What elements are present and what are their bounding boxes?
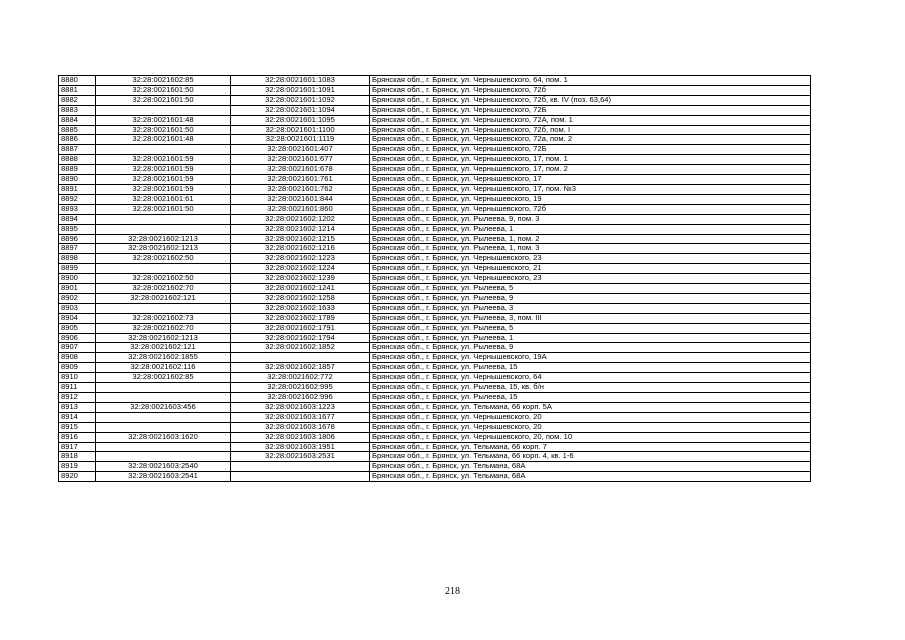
table-row [59,204,811,214]
parcel-cadastral-number-cell: 32:28:0021602:1855 [96,353,231,363]
table-row [59,472,811,482]
row-number-cell: 8904 [59,313,96,323]
table-row [59,175,811,185]
address-cell: Брянская обл., г. Брянск, ул. Чернышевского, 72Б [370,145,811,155]
table-row [59,145,811,155]
object-cadastral-number-cell: 32:28:0021602:1224 [231,264,370,274]
object-cadastral-number-cell: 32:28:0021601:1094 [231,105,370,115]
table-row [59,462,811,472]
parcel-cadastral-number-cell: 32:28:0021602:50 [96,254,231,264]
row-number-cell: 8913 [59,402,96,412]
parcel-cadastral-number-cell: 32:28:0021603:2541 [96,472,231,482]
object-cadastral-number-cell: 32:28:0021602:1215 [231,234,370,244]
address-cell: Брянская обл., г. Брянск, ул. Рылеева, 9, пом. 3 [370,214,811,224]
parcel-cadastral-number-cell: 32:28:0021602:1213 [96,234,231,244]
address-cell: Брянская обл., г. Брянск, ул. Чернышевского, 17, пом. 2 [370,165,811,175]
address-cell: Брянская обл., г. Брянск, ул. Чернышевского, 72б [370,85,811,95]
object-cadastral-number-cell [231,462,370,472]
object-cadastral-number-cell: 32:28:0021601:1119 [231,135,370,145]
object-cadastral-number-cell: 32:28:0021601:762 [231,184,370,194]
table-row [59,274,811,284]
object-cadastral-number-cell: 32:28:0021602:1857 [231,363,370,373]
row-number-cell: 8897 [59,244,96,254]
address-cell: Брянская обл., г. Брянск, ул. Чернышевского, 64, пом. 1 [370,76,811,86]
object-cadastral-number-cell: 32:28:0021602:1633 [231,303,370,313]
parcel-cadastral-number-cell: 32:28:0021601:59 [96,155,231,165]
address-cell: Брянская обл., г. Брянск, ул. Рылеева, 9 [370,293,811,303]
object-cadastral-number-cell: 32:28:0021602:1241 [231,284,370,294]
row-number-cell: 8909 [59,363,96,373]
row-number-cell: 8910 [59,373,96,383]
parcel-cadastral-number-cell [96,224,231,234]
row-number-cell: 8899 [59,264,96,274]
table-row [59,303,811,313]
table-row [59,284,811,294]
address-cell: Брянская обл., г. Брянск, ул. Чернышевского, 23 [370,274,811,284]
row-number-cell: 8907 [59,343,96,353]
row-number-cell: 8903 [59,303,96,313]
address-cell: Брянская обл., г. Брянск, ул. Рылеева, 1 [370,333,811,343]
parcel-cadastral-number-cell: 32:28:0021602:73 [96,313,231,323]
address-cell: Брянская обл., г. Брянск, ул. Рылеева, 9 [370,343,811,353]
parcel-cadastral-number-cell: 32:28:0021602:50 [96,274,231,284]
row-number-cell: 8895 [59,224,96,234]
address-cell: Брянская обл., г. Брянск, ул. Тельмана, 66 корп. 4, кв. 1-6 [370,452,811,462]
row-number-cell: 8890 [59,175,96,185]
page-number: 218 [445,586,460,597]
parcel-cadastral-number-cell: 32:28:0021602:70 [96,323,231,333]
row-number-cell: 8917 [59,442,96,452]
table-row [59,105,811,115]
row-number-cell: 8883 [59,105,96,115]
row-number-cell: 8888 [59,155,96,165]
table-row [59,155,811,165]
row-number-cell: 8889 [59,165,96,175]
table-row [59,95,811,105]
parcel-cadastral-number-cell [96,145,231,155]
address-cell: Брянская обл., г. Брянск, ул. Чернышевского, 19 [370,194,811,204]
parcel-cadastral-number-cell [96,422,231,432]
table-row [59,442,811,452]
address-cell: Брянская обл., г. Брянск, ул. Рылеева, 3, пом. III [370,313,811,323]
table-row [59,214,811,224]
parcel-cadastral-number-cell: 32:28:0021601:48 [96,115,231,125]
object-cadastral-number-cell: 32:28:0021602:1216 [231,244,370,254]
address-cell: Брянская обл., г. Брянск, ул. Чернышевского, 17, пом. 1 [370,155,811,165]
row-number-cell: 8916 [59,432,96,442]
parcel-cadastral-number-cell [96,383,231,393]
object-cadastral-number-cell: 32:28:0021601:761 [231,175,370,185]
table-row [59,363,811,373]
row-number-cell: 8901 [59,284,96,294]
address-cell: Брянская обл., г. Брянск, ул. Чернышевского, 72б [370,204,811,214]
address-cell: Брянская обл., г. Брянск, ул. Чернышевского, 72а, пом. 2 [370,135,811,145]
object-cadastral-number-cell: 32:28:0021602:996 [231,393,370,403]
object-cadastral-number-cell: 32:28:0021603:2531 [231,452,370,462]
row-number-cell: 8894 [59,214,96,224]
table-row [59,135,811,145]
object-cadastral-number-cell: 32:28:0021602:1258 [231,293,370,303]
table-row [59,452,811,462]
table-row [59,194,811,204]
row-number-cell: 8900 [59,274,96,284]
table-body [59,76,811,482]
address-cell: Брянская обл., г. Брянск, ул. Чернышевского, 17 [370,175,811,185]
parcel-cadastral-number-cell [96,264,231,274]
object-cadastral-number-cell: 32:28:0021602:1789 [231,313,370,323]
parcel-cadastral-number-cell [96,452,231,462]
address-cell: Брянская обл., г. Брянск, ул. Рылеева, 1 [370,224,811,234]
row-number-cell: 8881 [59,85,96,95]
table-row [59,323,811,333]
address-cell: Брянская обл., г. Брянск, ул. Чернышевского, 20, пом. 10 [370,432,811,442]
row-number-cell: 8882 [59,95,96,105]
row-number-cell: 8887 [59,145,96,155]
address-cell: Брянская обл., г. Брянск, ул. Чернышевского, 23 [370,254,811,264]
table-row [59,184,811,194]
parcel-cadastral-number-cell: 32:28:0021603:456 [96,402,231,412]
address-cell: Брянская обл., г. Брянск, ул. Тельмана, 66 корп. 5А [370,402,811,412]
row-number-cell: 8898 [59,254,96,264]
address-cell: Брянская обл., г. Брянск, ул. Рылеева, 5 [370,284,811,294]
parcel-cadastral-number-cell: 32:28:0021603:2540 [96,462,231,472]
address-cell: Брянская обл., г. Брянск, ул. Рылеева, 15, кв. б/н [370,383,811,393]
row-number-cell: 8915 [59,422,96,432]
address-cell: Брянская обл., г. Брянск, ул. Рылеева, 5 [370,323,811,333]
row-number-cell: 8902 [59,293,96,303]
table-row [59,165,811,175]
address-cell: Брянская обл., г. Брянск, ул. Чернышевского, 21 [370,264,811,274]
parcel-cadastral-number-cell: 32:28:0021602:121 [96,343,231,353]
table-row [59,254,811,264]
address-cell: Брянская обл., г. Брянск, ул. Чернышевского, 72Б [370,105,811,115]
parcel-cadastral-number-cell: 32:28:0021601:50 [96,125,231,135]
parcel-cadastral-number-cell [96,105,231,115]
object-cadastral-number-cell: 32:28:0021601:407 [231,145,370,155]
object-cadastral-number-cell: 32:28:0021602:1794 [231,333,370,343]
object-cadastral-number-cell: 32:28:0021602:1223 [231,254,370,264]
table-row [59,422,811,432]
table-row [59,234,811,244]
object-cadastral-number-cell: 32:28:0021602:1791 [231,323,370,333]
table-row [59,373,811,383]
row-number-cell: 8906 [59,333,96,343]
parcel-cadastral-number-cell [96,442,231,452]
table-row [59,393,811,403]
address-cell: Брянская обл., г. Брянск, ул. Чернышевского, 20 [370,422,811,432]
table-row [59,343,811,353]
table-row [59,224,811,234]
address-cell: Брянская обл., г. Брянск, ул. Рылеева, 3 [370,303,811,313]
object-cadastral-number-cell: 32:28:0021603:1678 [231,422,370,432]
table-row [59,244,811,254]
object-cadastral-number-cell [231,472,370,482]
object-cadastral-number-cell: 32:28:0021601:677 [231,155,370,165]
row-number-cell: 8896 [59,234,96,244]
row-number-cell: 8908 [59,353,96,363]
object-cadastral-number-cell [231,353,370,363]
object-cadastral-number-cell: 32:28:0021601:844 [231,194,370,204]
parcel-cadastral-number-cell: 32:28:0021603:1620 [96,432,231,442]
address-cell: Брянская обл., г. Брянск, ул. Чернышевского, 64 [370,373,811,383]
row-number-cell: 8920 [59,472,96,482]
table-row [59,264,811,274]
object-cadastral-number-cell: 32:28:0021603:1951 [231,442,370,452]
row-number-cell: 8911 [59,383,96,393]
row-number-cell: 8914 [59,412,96,422]
parcel-cadastral-number-cell [96,412,231,422]
row-number-cell: 8893 [59,204,96,214]
parcel-cadastral-number-cell: 32:28:0021601:50 [96,204,231,214]
object-cadastral-number-cell: 32:28:0021603:1677 [231,412,370,422]
table-row [59,85,811,95]
address-cell: Брянская обл., г. Брянск, ул. Рылеева, 1, пом. 3 [370,244,811,254]
table-row [59,115,811,125]
row-number-cell: 8880 [59,76,96,86]
address-cell: Брянская обл., г. Брянск, ул. Рылеева, 1, пом. 2 [370,234,811,244]
address-cell: Брянская обл., г. Брянск, ул. Тельмана, 68А [370,462,811,472]
object-cadastral-number-cell: 32:28:0021601:1100 [231,125,370,135]
parcel-cadastral-number-cell: 32:28:0021601:50 [96,95,231,105]
address-cell: Брянская обл., г. Брянск, ул. Рылеева, 15 [370,393,811,403]
address-cell: Брянская обл., г. Брянск, ул. Чернышевского, 17, пом. №3 [370,184,811,194]
parcel-cadastral-number-cell: 32:28:0021601:59 [96,165,231,175]
object-cadastral-number-cell: 32:28:0021601:1092 [231,95,370,105]
address-cell: Брянская обл., г. Брянск, ул. Чернышевского, 72б, пом. I [370,125,811,135]
address-cell: Брянская обл., г. Брянск, ул. Чернышевского, 19А [370,353,811,363]
cadastral-register-table [58,75,811,482]
address-cell: Брянская обл., г. Брянск, ул. Тельмана, 66 корп. 7 [370,442,811,452]
parcel-cadastral-number-cell: 32:28:0021601:59 [96,184,231,194]
object-cadastral-number-cell: 32:28:0021602:1202 [231,214,370,224]
object-cadastral-number-cell: 32:28:0021601:1083 [231,76,370,86]
row-number-cell: 8912 [59,393,96,403]
table-row [59,76,811,86]
address-cell: Брянская обл., г. Брянск, ул. Чернышевского, 72б, кв. IV (поз. 63,64) [370,95,811,105]
table-row [59,353,811,363]
table-row [59,313,811,323]
table-row [59,402,811,412]
object-cadastral-number-cell: 32:28:0021602:772 [231,373,370,383]
parcel-cadastral-number-cell: 32:28:0021601:48 [96,135,231,145]
object-cadastral-number-cell: 32:28:0021601:1091 [231,85,370,95]
parcel-cadastral-number-cell [96,214,231,224]
row-number-cell: 8885 [59,125,96,135]
table-row [59,383,811,393]
row-number-cell: 8905 [59,323,96,333]
object-cadastral-number-cell: 32:28:0021602:1239 [231,274,370,284]
parcel-cadastral-number-cell: 32:28:0021602:70 [96,284,231,294]
row-number-cell: 8891 [59,184,96,194]
row-number-cell: 8919 [59,462,96,472]
parcel-cadastral-number-cell: 32:28:0021601:61 [96,194,231,204]
parcel-cadastral-number-cell: 32:28:0021602:116 [96,363,231,373]
parcel-cadastral-number-cell: 32:28:0021602:85 [96,373,231,383]
table-row [59,125,811,135]
row-number-cell: 8892 [59,194,96,204]
address-cell: Брянская обл., г. Брянск, ул. Чернышевского, 72А, пом. 1 [370,115,811,125]
object-cadastral-number-cell: 32:28:0021601:860 [231,204,370,214]
parcel-cadastral-number-cell: 32:28:0021602:1213 [96,244,231,254]
row-number-cell: 8918 [59,452,96,462]
parcel-cadastral-number-cell: 32:28:0021602:121 [96,293,231,303]
object-cadastral-number-cell: 32:28:0021602:1214 [231,224,370,234]
parcel-cadastral-number-cell: 32:28:0021601:59 [96,175,231,185]
address-cell: Брянская обл., г. Брянск, ул. Рылеева, 15 [370,363,811,373]
row-number-cell: 8884 [59,115,96,125]
address-cell: Брянская обл., г. Брянск, ул. Тельмана, 68А [370,472,811,482]
table-row [59,412,811,422]
object-cadastral-number-cell: 32:28:0021603:1223 [231,402,370,412]
parcel-cadastral-number-cell: 32:28:0021601:50 [96,85,231,95]
object-cadastral-number-cell: 32:28:0021602:995 [231,383,370,393]
parcel-cadastral-number-cell [96,303,231,313]
parcel-cadastral-number-cell: 32:28:0021602:85 [96,76,231,86]
object-cadastral-number-cell: 32:28:0021603:1806 [231,432,370,442]
address-cell: Брянская обл., г. Брянск, ул. Чернышевского, 20 [370,412,811,422]
row-number-cell: 8886 [59,135,96,145]
object-cadastral-number-cell: 32:28:0021602:1852 [231,343,370,353]
table-row [59,432,811,442]
table-row [59,333,811,343]
table-row [59,293,811,303]
object-cadastral-number-cell: 32:28:0021601:1095 [231,115,370,125]
object-cadastral-number-cell: 32:28:0021601:678 [231,165,370,175]
parcel-cadastral-number-cell: 32:28:0021602:1213 [96,333,231,343]
parcel-cadastral-number-cell [96,393,231,403]
